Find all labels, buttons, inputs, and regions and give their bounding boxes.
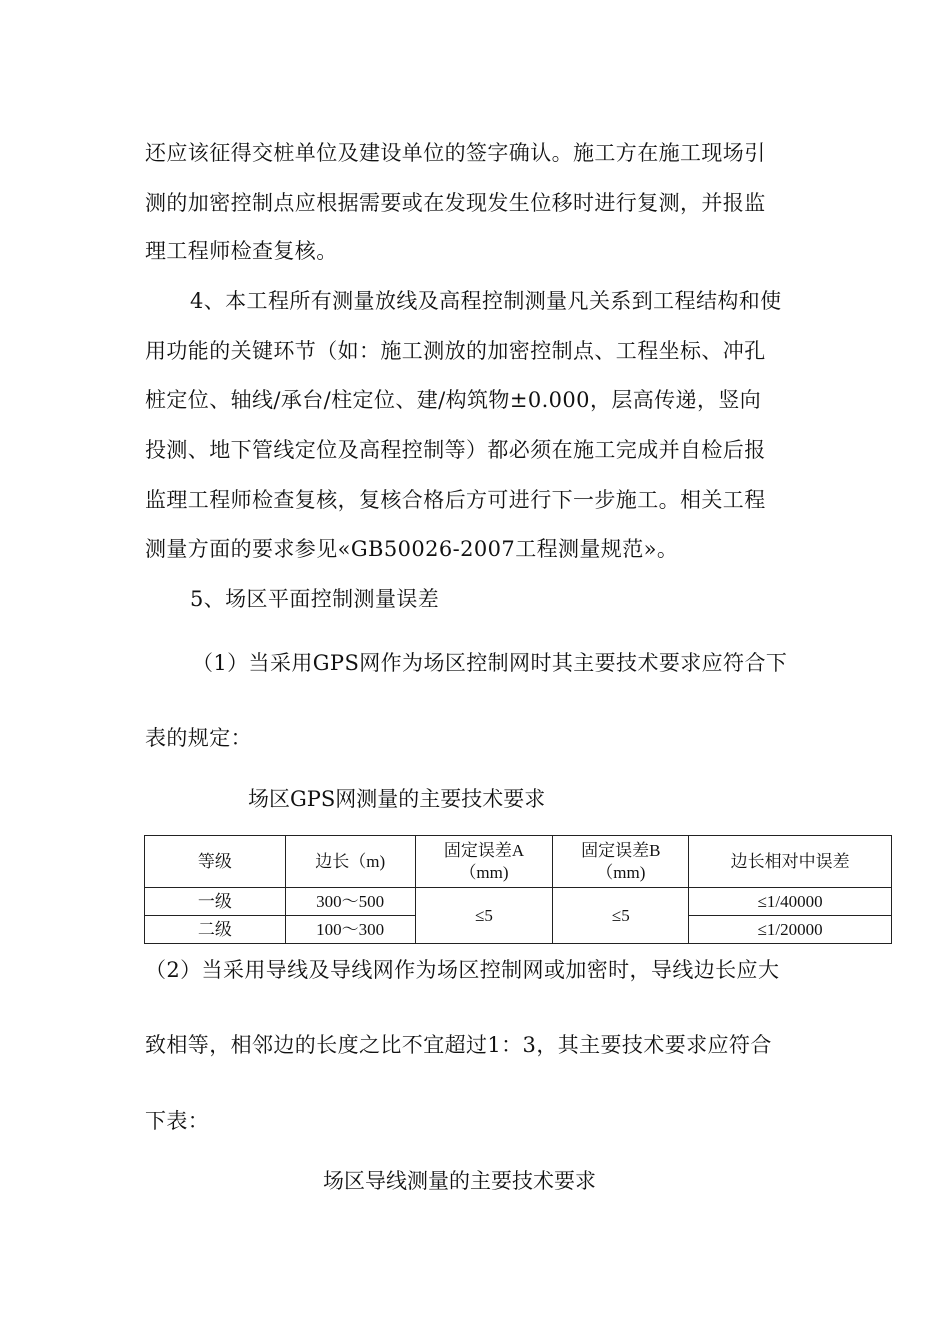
cell-grade: 一级: [145, 888, 286, 916]
para2-line-3: 桩定位、轴线/承台/柱定位、建/构筑物±0.000，层高传递，竖向: [145, 388, 762, 412]
cell-grade: 二级: [145, 916, 286, 944]
header-error-b-line-1: 固定误差B: [581, 840, 661, 860]
para2-line-4: 投测、地下管线定位及高程控制等）都必须在施工完成并自检后报: [145, 438, 766, 462]
header-error-b: [553, 836, 689, 888]
para1-line-1: 还应该征得交桩单位及建设单位的签字确认。施工方在施工现场引: [145, 141, 766, 165]
cell-length: 100～300: [285, 916, 415, 944]
cell-error-a: ≤5: [415, 888, 553, 944]
item1-line-2: 表的规定：: [145, 726, 252, 750]
header-error-a-line-1: 固定误差A: [443, 840, 525, 860]
para1-line-3: 理工程师检查复核。: [145, 239, 338, 263]
cell-relative-error: ≤1/40000: [689, 888, 892, 916]
para2-line-2: 用功能的关键环节（如：施工测放的加密控制点、工程坐标、冲孔: [145, 339, 766, 363]
cell-length: 300～500: [285, 888, 415, 916]
table-title: 场区GPS网测量的主要技术要求: [248, 787, 546, 811]
header-relative-error: 边长相对中误差: [689, 836, 892, 888]
header-error-b-line-2: （mm): [596, 862, 646, 882]
header-error-a-line-2: （mm): [459, 862, 509, 882]
para2-line-1: 4、本工程所有测量放线及高程控制测量凡关系到工程结构和使: [190, 289, 782, 313]
header-grade: 等级: [145, 836, 286, 888]
table2-title: 场区导线测量的主要技术要求: [323, 1169, 596, 1193]
item2-line-1: （2）当采用导线及导线网作为场区控制网或加密时，导线边长应大: [145, 958, 780, 982]
cell-relative-error: ≤1/20000: [689, 916, 892, 944]
item2-line-2: 致相等，相邻边的长度之比不宜超过1：3，其主要技术要求应符合: [145, 1033, 772, 1057]
heading-5: 5、场区平面控制测量误差: [190, 587, 440, 611]
gps-requirements-table: [144, 835, 892, 944]
para2-line-5: 监理工程师检查复核，复核合格后方可进行下一步施工。相关工程: [145, 488, 766, 512]
cell-error-b: ≤5: [553, 888, 689, 944]
para1-line-2: 测的加密控制点应根据需要或在发现发生位移时进行复测，并报监: [145, 191, 766, 215]
item1-line-1: （1）当采用GPS网作为场区控制网时其主要技术要求应符合下: [192, 651, 788, 675]
header-length: 边长（m): [285, 836, 415, 888]
item2-line-3: 下表：: [145, 1109, 210, 1133]
table-header-row: [145, 836, 892, 888]
header-error-a: [415, 836, 553, 888]
para2-line-6: 测量方面的要求参见«GB50026-2007工程测量规范»。: [145, 537, 679, 561]
table-row: [145, 888, 892, 916]
